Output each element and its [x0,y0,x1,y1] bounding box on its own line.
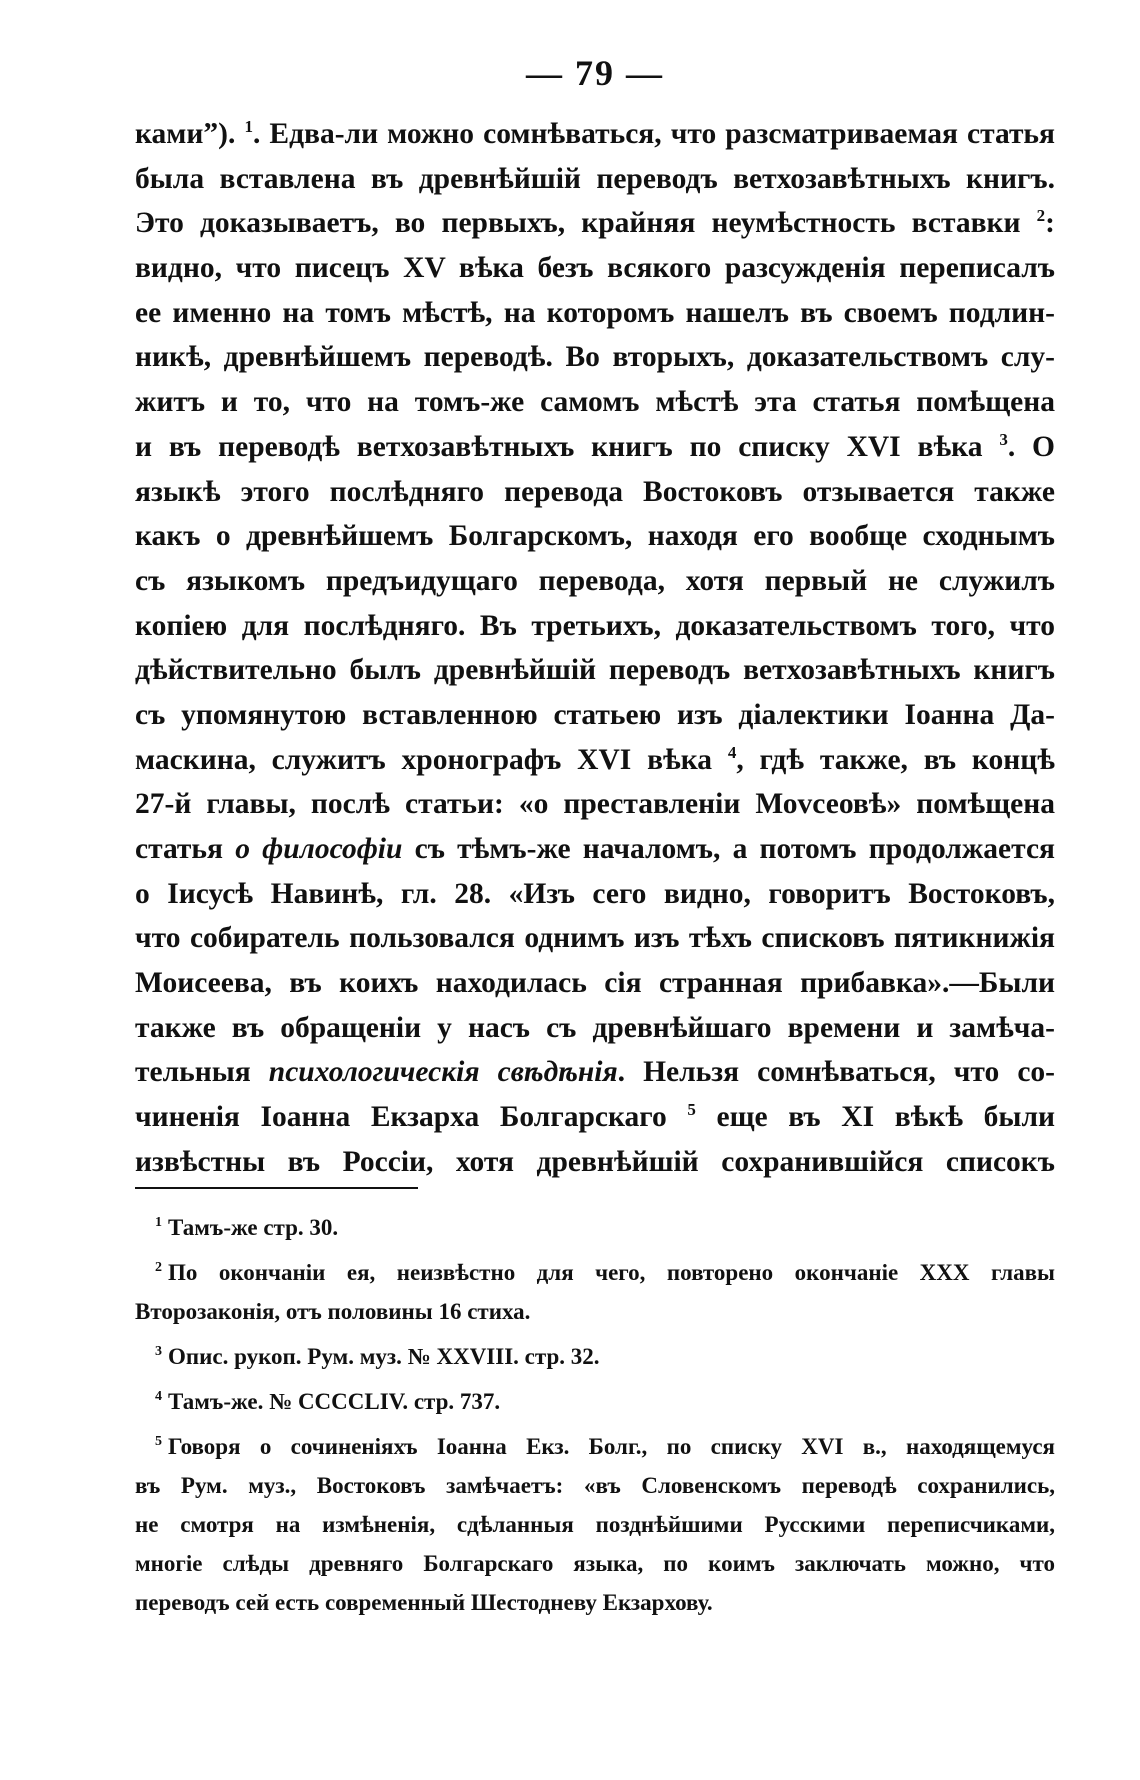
footnote-mark: 2 [155,1260,162,1275]
text-segment: маскина, служитъ хронографъ XVI вѣка [135,743,728,776]
text-line [135,648,1055,693]
footnote-4 [135,1382,1055,1421]
footnote-text: Опис. рукоп. Рум. муз. № XXVIII. стр. 32. [168,1344,600,1369]
text-line [135,604,1055,649]
text-line [135,1006,1055,1051]
text-segment: извѣстны въ Россіи, хотя древнѣйшій сохранившійся списокъ [135,1145,1055,1178]
footnote-2 [135,1253,1055,1331]
text-segment: языкѣ этого послѣдняго перевода Востоковъ отзывается также [135,475,1055,508]
text-segment: . Нельзя сомнѣваться, что со- [617,1056,1055,1089]
text-segment: житъ и то, что на томъ-же самомъ мѣстѣ эта статья помѣщена [135,386,1055,419]
text-line [135,916,1055,961]
text-line [135,514,1055,559]
text-line [135,559,1055,604]
text-segment: съ упомянутою вставленною статьею изъ діалектики Іоанна Да- [135,698,1055,731]
text-segment: и въ переводѣ ветхозавѣтныхъ книгъ по списку XVI вѣка [135,430,1000,463]
text-segment: камиˮ). [135,118,245,150]
text-line [135,1095,1055,1140]
text-segment: копіею для послѣдняго. Въ третьихъ, доказательствомъ того, что [135,609,1055,642]
text-segment: Это доказываетъ, во первыхъ, крайняя неумѣстность вставки [135,207,1037,240]
text-line [135,335,1055,380]
text-line [135,1050,1055,1095]
footnote-reference: 3 [999,429,1008,449]
text-line [135,827,1055,872]
footnote-mark: 5 [155,1434,162,1449]
footnote-1 [135,1208,1055,1247]
text-line [135,738,1055,783]
footnote-text: Говоря о сочиненіяхъ Іоанна Екз. Болг., по списку XVI в., находящемуся [168,1434,1055,1459]
text-segment: видно, что писецъ XV вѣка безъ всякого разсужденія переписалъ [135,252,1055,285]
text-segment: ее именно на томъ мѣстѣ, на которомъ нашелъ въ своемъ подлин- [135,296,1055,329]
text-line [135,201,1055,246]
footnote-reference: 4 [727,742,737,762]
footnote-text: Второзаконія, отъ половины 16 стиха. [135,1299,531,1324]
footnote-line [135,1253,1055,1292]
italic-term: психологическія свѣдѣнія [268,1056,618,1089]
text-segment: о Іисусѣ Навинѣ, гл. 28. «Изъ сего видно, говоритъ Востоковъ, [135,877,1055,910]
footnote-mark: 4 [155,1389,162,1404]
italic-term: о философіи [235,833,403,865]
footnote-reference: 5 [687,1100,696,1120]
text-line [135,157,1055,202]
footnote-line [135,1505,1055,1544]
page-number: — 79 — [526,53,664,93]
text-segment: . О [1007,430,1055,463]
text-line [135,872,1055,917]
text-segment: : [1045,207,1055,240]
text-segment: , гдѣ также, въ концѣ [736,743,1055,776]
footnote-line [135,1466,1055,1505]
text-segment: также въ обращеніи у насъ съ древнѣйшаго времени и замѣча- [135,1011,1055,1044]
footnote-line [135,1427,1055,1466]
footnote-reference: 1 [244,117,253,136]
footnote-separator [135,1187,418,1189]
footnote-text: Тамъ-же стр. 30. [168,1215,339,1240]
footnote-line [135,1544,1055,1583]
text-segment: . Едва-ли можно сомнѣваться, что разсматриваемая статья [252,118,1055,150]
footnote-3 [135,1337,1055,1376]
text-segment: еще въ XI вѣкѣ были [695,1101,1055,1134]
text-segment: что собиратель пользовался однимъ изъ тѣхъ списковъ пятикнижія [135,922,1055,955]
text-segment: тельныя [135,1056,269,1089]
text-segment: была вставлена въ древнѣйшій переводъ ветхозавѣтныхъ книгъ. [135,162,1055,195]
footnote-mark: 1 [155,1215,162,1230]
text-line [135,425,1055,470]
footnote-line [135,1208,1055,1247]
text-line [135,782,1055,827]
footnote-text: многіе слѣды древняго Болгарскаго языка, по коимъ заключать можно, что [135,1551,1055,1576]
text-segment: чиненія Іоанна Екзарха Болгарскаго [135,1101,688,1134]
text-line [135,246,1055,291]
footnote-line [135,1583,1055,1622]
footnote-line [135,1292,1055,1331]
footnotes [135,1208,1055,1622]
text-segment: дѣйствительно былъ древнѣйшій переводъ ветхозавѣтныхъ книгъ [135,654,1055,687]
footnote-text: переводъ сей есть современный Шестодневу Екзархову. [135,1590,713,1615]
text-line [135,1140,1055,1185]
text-line [135,380,1055,425]
footnote-text: въ Рум. муз., Востоковъ замѣчаетъ: «въ Словенскомъ переводѣ сохранились, [135,1473,1055,1498]
main-text [135,112,1055,1185]
footnote-reference: 2 [1036,206,1046,226]
text-segment: Моисеева, въ коихъ находилась сія странная прибавка».—Были [135,967,1055,1000]
text-segment: съ тѣмъ-же началомъ, а потомъ продолжается [402,833,1055,865]
footnote-mark: 3 [155,1344,162,1359]
text-segment: 27-й главы, послѣ статьи: «о преставленіи Моvсеовѣ» помѣщена [135,788,1055,821]
footnote-text: Тамъ-же. № CCCCLIV. стр. 737. [168,1389,501,1414]
text-line [135,470,1055,515]
text-line [135,112,1055,157]
text-segment: какъ о древнѣйшемъ Болгарскомъ, находя его вообще сходнымъ [135,520,1055,553]
footnote-line [135,1337,1055,1376]
text-line [135,961,1055,1006]
footnote-text: По окончаніи ея, неизвѣстно для чего, повторено окончаніе XXX главы [168,1260,1055,1285]
footnote-line [135,1382,1055,1421]
text-segment: никѣ, древнѣйшемъ переводѣ. Во вторыхъ, доказательствомъ слу- [135,341,1055,374]
text-segment: статья [135,833,236,865]
text-line [135,693,1055,738]
footnote-5 [135,1427,1055,1622]
footnote-text: не смотря на измѣненія, сдѣланныя позднѣйшими Русскими переписчиками, [135,1512,1055,1537]
text-segment: съ языкомъ предъидущаго перевода, хотя первый не служилъ [135,564,1055,597]
text-line [135,291,1055,336]
